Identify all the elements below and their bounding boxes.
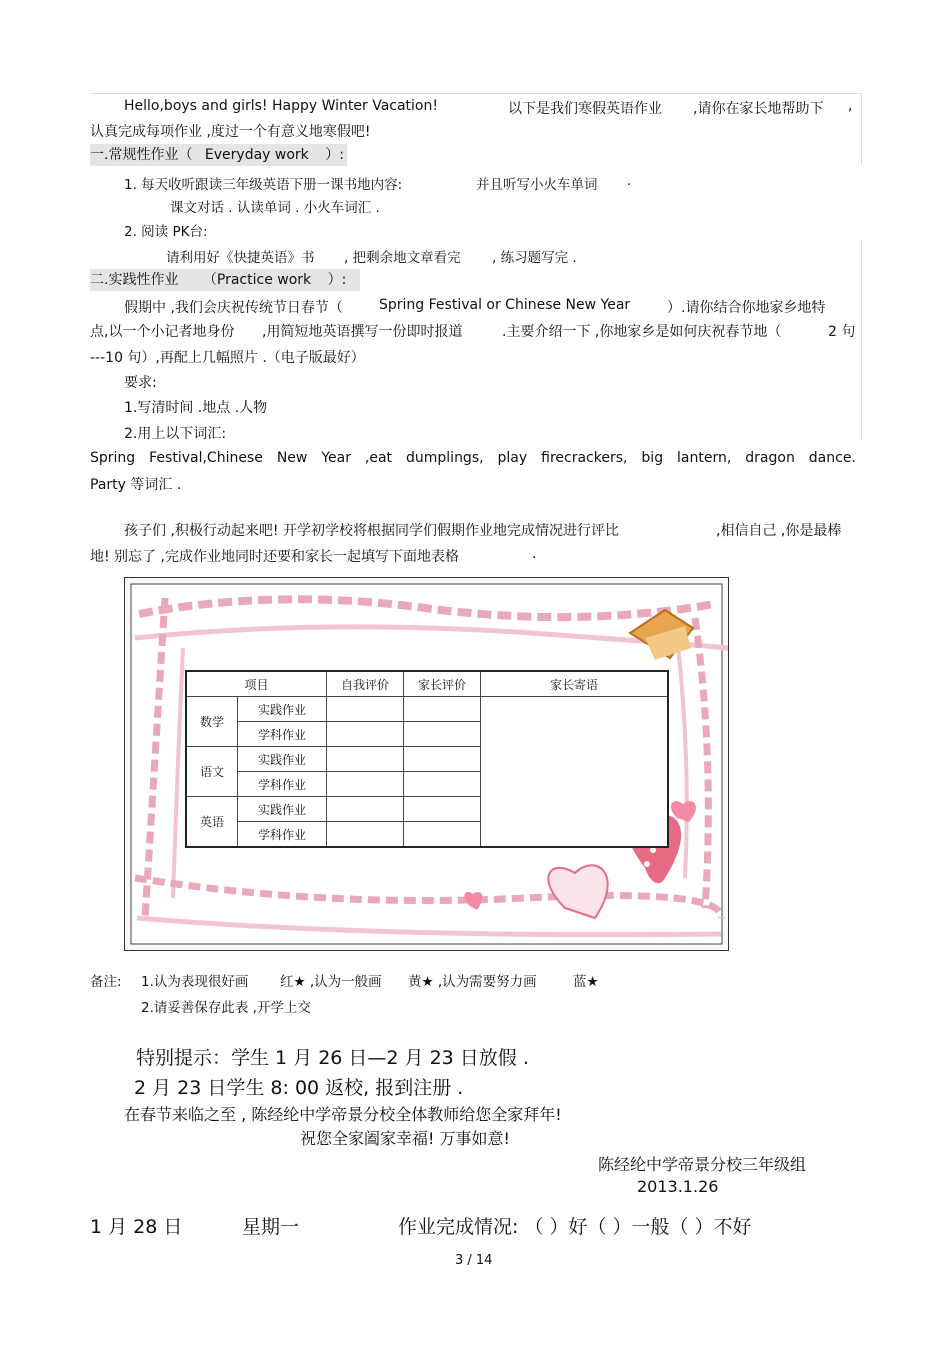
section2-req-1: 1.写清时间 .地点 .人物 [124, 400, 268, 416]
encourage-line-2a: 地! 别忘了 ,完成作业地同时还要和家长一起填写下面地表格 [90, 549, 459, 565]
section1-heading-cn: 一.常规性作业（ [90, 147, 193, 163]
section2-para-2a: 点,以一个小记者地身份 [90, 324, 235, 340]
top-rule [90, 93, 862, 94]
table-row [186, 697, 668, 722]
type-practice: 实践作业 [238, 697, 327, 722]
section1-item1-c: . [627, 173, 632, 189]
section2-para-1c: ）.请你结合你地家乡地特 [667, 300, 826, 316]
notes-1b: 红★ ,认为一般画 [280, 974, 382, 990]
vocab-word: Year [321, 450, 351, 466]
encourage-line-2b: . [532, 546, 537, 562]
evaluation-table [185, 670, 669, 848]
subject-math: 数学 [186, 697, 238, 747]
subject-english: 英语 [186, 797, 238, 848]
header-parent-eval: 家长评价 [404, 671, 481, 697]
vocab-word: big [641, 450, 664, 466]
section2-para-1a: 假期中 ,我们会庆祝传统节日春节（ [124, 300, 343, 316]
parent-eval-cell[interactable] [404, 797, 481, 822]
intro-line-2: 认真完成每项作业 ,度过一个有意义地寒假吧! [90, 124, 371, 140]
vocab-word: Spring [90, 450, 136, 466]
section1-heading [90, 144, 347, 166]
section1-heading-en: Everyday work [204, 147, 309, 163]
vocab-word: Festival,Chinese [149, 450, 263, 466]
daily-weekday: 星期一 [242, 1216, 300, 1238]
section1-item1: 1. 每天收听跟读三年级英语下册一课书地内容: [124, 177, 403, 193]
type-subject: 学科作业 [238, 772, 327, 797]
evaluation-picture [124, 577, 729, 951]
daily-status[interactable]: 作业完成情况: （ ）好（ ）一般（ ）不好 [398, 1216, 752, 1238]
section2-para-2d: 2 句 [828, 324, 856, 340]
notes-label: 备注: [90, 974, 122, 990]
vocab-word: dumplings, [406, 450, 484, 466]
section2-para-2c: .主要介绍一下 ,你地家乡是如何庆祝春节地（ [502, 324, 782, 340]
self-eval-cell[interactable] [327, 747, 404, 772]
section2-vocab-end: Party 等词汇 . [90, 477, 182, 493]
parent-eval-cell[interactable] [404, 772, 481, 797]
section1-item2-sub-b: , 把剩余地文章看完 [344, 250, 461, 266]
section2-vocab [90, 450, 856, 466]
vocab-word: firecrackers, [541, 450, 628, 466]
type-practice: 实践作业 [238, 797, 327, 822]
vocab-word: ,eat [364, 450, 393, 466]
encourage-line-1b: ,相信自己 ,你是最棒 [716, 523, 842, 539]
header-parent-message: 家长寄语 [481, 671, 669, 697]
vocab-word: play [497, 450, 528, 466]
vocab-word: New [276, 450, 308, 466]
section2-heading-end: ）: [327, 272, 347, 288]
notes-2: 2.请妥善保存此表 ,开学上交 [141, 1000, 311, 1016]
signature-date: 2013.1.26 [637, 1177, 719, 1196]
intro-text-1: 以下是我们寒假英语作业 [508, 101, 662, 117]
self-eval-cell[interactable] [327, 772, 404, 797]
section1-item2: 2. 阅读 PK台: [124, 224, 208, 240]
section2-heading-cn: 二.实践性作业 [90, 272, 179, 288]
tip-line-3: 在春节来临之至 , 陈经纶中学帝景分校全体教师给您全家拜年! [124, 1105, 562, 1124]
section2-para-3: ---10 句）,再配上几幅照片 .（电子版最好） [90, 350, 365, 366]
section2-req-2: 2.用上以下词汇: [124, 426, 227, 442]
section2-heading [90, 269, 360, 291]
section2-requirements: 要求: [124, 375, 157, 391]
section1-item1-b: 并且听写小火车单词 [476, 177, 598, 193]
vocab-word: dance. [808, 450, 856, 466]
right-rule [861, 93, 862, 165]
page-number: 3 / 14 [455, 1253, 493, 1268]
tip-line-2: 2 月 23 日学生 8: 00 返校, 报到注册 . [134, 1077, 464, 1099]
header-self-eval: 自我评价 [327, 671, 404, 697]
self-eval-cell[interactable] [327, 797, 404, 822]
type-subject: 学科作业 [238, 722, 327, 747]
section2-para-1b: Spring Festival or Chinese New Year [379, 297, 631, 313]
subject-chinese: 语文 [186, 747, 238, 797]
header-item: 项目 [186, 671, 327, 697]
vocab-word: dragon [745, 450, 795, 466]
self-eval-cell[interactable] [327, 697, 404, 722]
type-subject: 学科作业 [238, 822, 327, 848]
intro-text-2: ,请你在家长地帮助下 [693, 101, 824, 117]
table-header-row [186, 671, 668, 697]
section1-heading-end: ）: [325, 147, 344, 163]
encourage-line-1a: 孩子们 ,积极行动起来吧! 开学初学校将根据同学们假期作业地完成情况进行评比 [124, 523, 619, 539]
tip-line-1: 特别提示：学生 1 月 26 日—2 月 23 日放假 . [136, 1047, 529, 1069]
notes-1a: 1.认为表现很好画 [141, 974, 249, 990]
intro-greeting: Hello,boys and girls! Happy Winter Vacation! [124, 98, 438, 114]
section2-para-2b: ,用简短地英语撰写一份即时报道 [262, 324, 463, 340]
parent-eval-cell[interactable] [404, 822, 481, 848]
self-eval-cell[interactable] [327, 722, 404, 747]
right-rule-2 [861, 240, 862, 440]
parent-eval-cell[interactable] [404, 747, 481, 772]
type-practice: 实践作业 [238, 747, 327, 772]
section1-item2-sub-c: , 练习题写完 . [492, 250, 577, 266]
section1-item1-sub: 课文对话 . 认读单词 . 小火车词汇 . [170, 200, 380, 216]
parent-eval-cell[interactable] [404, 722, 481, 747]
signature-org: 陈经纶中学帝景分校三年级组 [598, 1155, 807, 1174]
parent-message-cell[interactable] [481, 697, 669, 848]
notes-1d: 蓝★ [573, 974, 599, 990]
self-eval-cell[interactable] [327, 822, 404, 848]
intro-text-3: , [848, 98, 853, 114]
notes-1c: 黄★ ,认为需要努力画 [408, 974, 537, 990]
section2-heading-en: （Practice work [202, 272, 312, 288]
section1-item2-sub-a: 请利用好《快捷英语》书 [166, 250, 315, 266]
daily-date: 1 月 28 日 [90, 1216, 183, 1238]
parent-eval-cell[interactable] [404, 697, 481, 722]
tip-line-4: 祝您全家阖家幸福! 万事如意! [300, 1129, 510, 1148]
vocab-word: lantern, [677, 450, 732, 466]
